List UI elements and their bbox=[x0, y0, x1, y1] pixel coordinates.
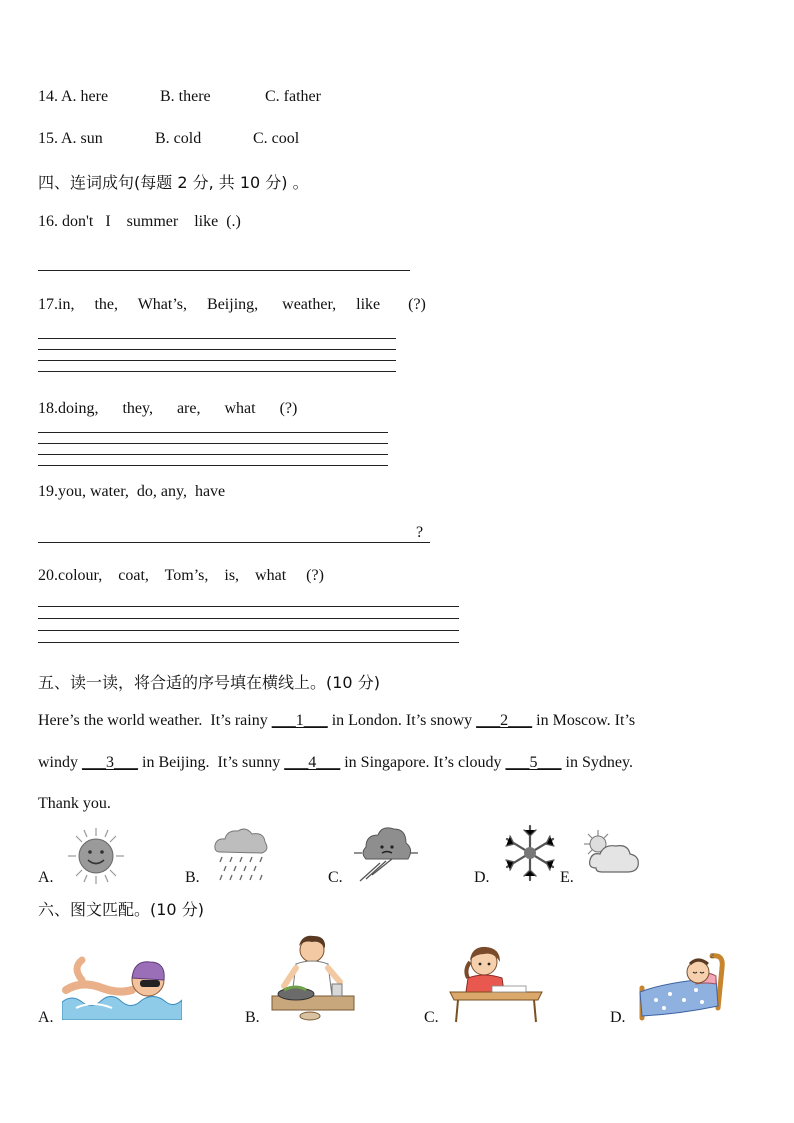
blank-5: ___5___ bbox=[505, 754, 562, 771]
answer-line bbox=[38, 542, 430, 543]
passage-text: in Sydney. bbox=[561, 754, 633, 771]
question-19-end-mark: ? bbox=[416, 524, 424, 541]
q15-option-b: B. cold bbox=[155, 130, 202, 147]
rain-cloud-icon bbox=[212, 826, 270, 884]
section-4-title: 四、连词成句(每题 2 分, 共 10 分) 。 bbox=[38, 173, 309, 192]
blank-2: ___2___ bbox=[476, 712, 533, 729]
passage-text: in Singapore. It’s cloudy bbox=[340, 754, 506, 771]
answer-line bbox=[38, 454, 388, 455]
answer-line bbox=[38, 642, 459, 643]
answer-line bbox=[38, 371, 396, 372]
section-6-title: 六、图文匹配。(10 分) bbox=[38, 900, 204, 919]
cooking-boy-image bbox=[266, 934, 360, 1024]
picture-option-c-label: C. bbox=[424, 1009, 439, 1026]
weather-option-c-label: C. bbox=[328, 869, 343, 886]
answer-line bbox=[38, 630, 459, 631]
picture-option-a-label: A. bbox=[38, 1009, 54, 1026]
weather-option-e-label: E. bbox=[560, 869, 574, 886]
question-18: 18.doing, they, are, what (?) bbox=[38, 400, 298, 417]
answer-line bbox=[38, 618, 459, 619]
question-19: 19.you, water, do, any, have bbox=[38, 483, 226, 500]
question-16: 16. don't I summer like (.) bbox=[38, 213, 241, 230]
picture-option-d-label: D. bbox=[610, 1009, 626, 1026]
blank-1: ___1___ bbox=[271, 712, 328, 729]
passage-text: in Moscow. It’s bbox=[532, 712, 636, 729]
passage-text: Here’s the world weather. It’s rainy bbox=[38, 712, 272, 729]
passage-text: windy bbox=[38, 754, 82, 771]
snowflake-icon bbox=[500, 822, 560, 884]
q14-number: 14. bbox=[38, 88, 58, 105]
q15-option-c: C. cool bbox=[253, 130, 300, 147]
passage-line-2 bbox=[38, 754, 633, 772]
answer-line bbox=[38, 606, 459, 607]
passage-line-1 bbox=[38, 712, 635, 730]
cloudy-icon bbox=[582, 828, 642, 882]
answer-line bbox=[38, 432, 388, 433]
picture-option-b-label: B. bbox=[245, 1009, 260, 1026]
answer-line bbox=[38, 443, 388, 444]
passage-text: in London. It’s snowy bbox=[327, 712, 477, 729]
answer-line bbox=[38, 338, 396, 339]
q15-option-a: A. sun bbox=[61, 130, 103, 147]
windy-cloud-icon bbox=[352, 823, 422, 885]
q15-number: 15. bbox=[38, 130, 58, 147]
blank-4: ___4___ bbox=[284, 754, 341, 771]
q14-option-b: B. there bbox=[160, 88, 211, 105]
girl-writing-image bbox=[446, 942, 546, 1024]
section-5-title: 五、读一读，将合适的序号填在横线上。(10 分) bbox=[38, 673, 380, 692]
question-20: 20.colour, coat, Tom’s, is, what (?) bbox=[38, 567, 324, 584]
answer-line bbox=[38, 465, 388, 466]
question-17: 17.in, the, What’s, Beijing, weather, like (?) bbox=[38, 296, 426, 313]
answer-line bbox=[38, 349, 396, 350]
answer-line bbox=[38, 360, 396, 361]
sleeping-child-image bbox=[636, 948, 726, 1024]
weather-option-d-label: D. bbox=[474, 869, 490, 886]
passage-line-3: Thank you. bbox=[38, 795, 111, 812]
svg-text:z: z bbox=[710, 951, 715, 960]
blank-3: ___3___ bbox=[82, 754, 138, 771]
sun-icon bbox=[64, 826, 128, 886]
swimming-boy-image bbox=[62, 950, 182, 1020]
weather-option-b-label: B. bbox=[185, 869, 200, 886]
q14-option-c: C. father bbox=[265, 88, 321, 105]
passage-text: in Beijing. It’s sunny bbox=[138, 754, 285, 771]
weather-option-a-label: A. bbox=[38, 869, 54, 886]
answer-line bbox=[38, 270, 410, 271]
q14-option-a: A. here bbox=[61, 88, 109, 105]
